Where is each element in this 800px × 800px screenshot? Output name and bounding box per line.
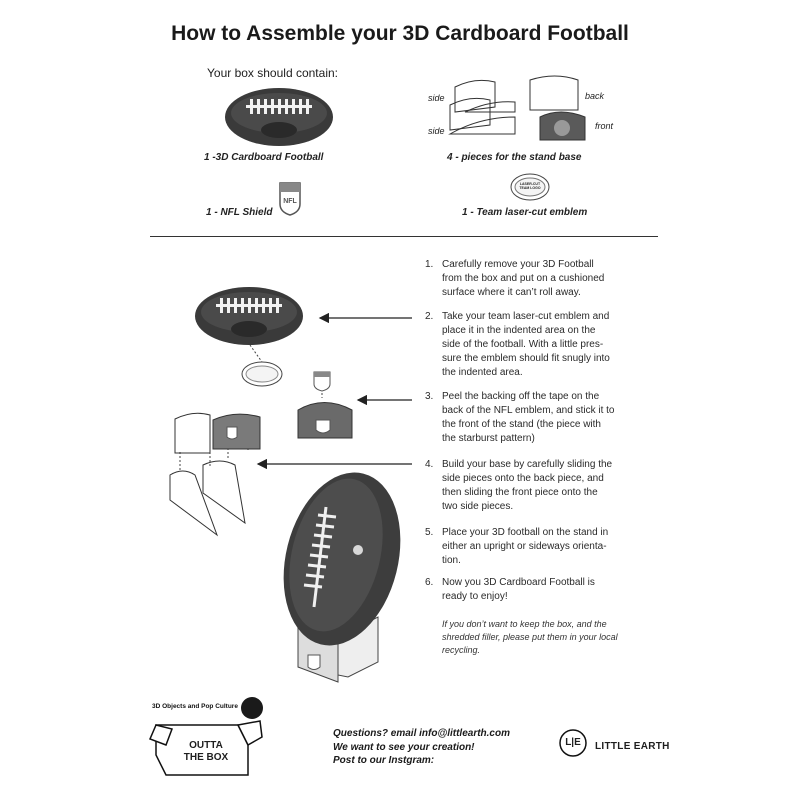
instagram-line: Post to our Instgram: — [333, 755, 435, 766]
step-item — [425, 310, 647, 380]
step-2-emblem — [241, 360, 283, 388]
creation-line: We want to see your creation! — [333, 741, 475, 753]
step-3-stand-front — [296, 370, 356, 440]
step-text-line: Build your base by carefully sliding the — [442, 459, 613, 470]
nfl-shield-text: NFL — [283, 198, 297, 205]
step-text-line: Take your team laser-cut emblem and — [442, 311, 610, 322]
step-text-line: the indented area. — [442, 367, 523, 378]
note-line: shredded filler, please put them in your local — [442, 632, 618, 642]
contents-emblem-caption: 1 - Team laser-cut emblem — [462, 207, 588, 218]
step-number: 1. — [425, 259, 434, 270]
step-text-line: the front of the stand (the piece with — [442, 419, 601, 430]
step-text-line: from the box and put on a cushioned — [442, 273, 605, 284]
brand-tagline: 3D Objects and Pop Culture — [152, 703, 238, 710]
step-number: 5. — [425, 527, 434, 538]
label-front: front — [595, 121, 614, 131]
outta-the-box-logo — [148, 695, 268, 780]
step-item — [425, 576, 647, 604]
step-text-line: Carefully remove your 3D Football — [442, 259, 594, 270]
step-text-line: two side pieces. — [442, 501, 514, 512]
box-contents-heading: Your box should contain: — [207, 66, 338, 80]
step-text-line: then sliding the front piece onto the — [442, 487, 598, 498]
brand-name-line2: THE BOX — [183, 752, 229, 763]
step-text-line: surface where it can’t roll away. — [442, 287, 581, 298]
step-item — [425, 390, 647, 446]
step-text-line: sure the emblem should fit snugly into — [442, 353, 610, 364]
brand-name — [166, 740, 246, 764]
team-emblem-text: LASER-CUT TEAM LOGO — [519, 182, 541, 190]
step-number: 6. — [425, 577, 434, 588]
recycling-note — [442, 618, 632, 657]
contents-football-caption: 1 -3D Cardboard Football — [204, 152, 324, 163]
step-text-line: Place your 3D football on the stand in — [442, 527, 609, 538]
step-text-line: Peel the backing off the tape on the — [442, 391, 600, 402]
step-text-line: back of the NFL emblem, and stick it to — [442, 405, 615, 416]
questions-email[interactable]: Questions? email info@littlearth.com — [333, 728, 510, 739]
step-4-stand-pieces — [165, 405, 275, 535]
step-number: 2. — [425, 311, 434, 322]
step-text-line: either an upright or sideways orienta- — [442, 541, 607, 552]
little-earth-mark-text: L|E — [565, 737, 581, 748]
step-number: 4. — [425, 459, 434, 470]
label-back: back — [585, 91, 605, 101]
step-text-line: side of the football. With a little pres- — [442, 339, 604, 350]
step-item — [425, 526, 647, 568]
label-side-bottom: side — [428, 126, 445, 136]
label-side-top: side — [428, 93, 445, 103]
little-earth-wordmark: LITTLE EARTH — [595, 741, 670, 752]
step-text-line: the starburst pattern) — [442, 433, 535, 444]
note-line: recycling. — [442, 645, 481, 655]
contents-shield-caption: 1 - NFL Shield — [206, 207, 273, 218]
step-number: 3. — [425, 391, 434, 402]
note-line: If you don’t want to keep the box, and the — [442, 619, 607, 629]
contents-stand-caption: 4 - pieces for the stand base — [447, 152, 582, 163]
step-text-line: tion. — [442, 555, 461, 566]
step-text-line: side pieces onto the back piece, and — [442, 473, 604, 484]
step-text-line: Now you 3D Cardboard Football is — [442, 577, 595, 588]
step-item — [425, 458, 647, 514]
step-item — [425, 258, 647, 300]
contact-info — [333, 727, 510, 768]
step-text-line: place it in the indented area on the — [442, 325, 596, 336]
step-text-line: ready to enjoy! — [442, 591, 508, 602]
page-title: How to Assemble your 3D Cardboard Football — [171, 22, 629, 45]
brand-name-line1: OUTTA — [189, 740, 223, 751]
step-5-upright-football — [278, 487, 406, 693]
